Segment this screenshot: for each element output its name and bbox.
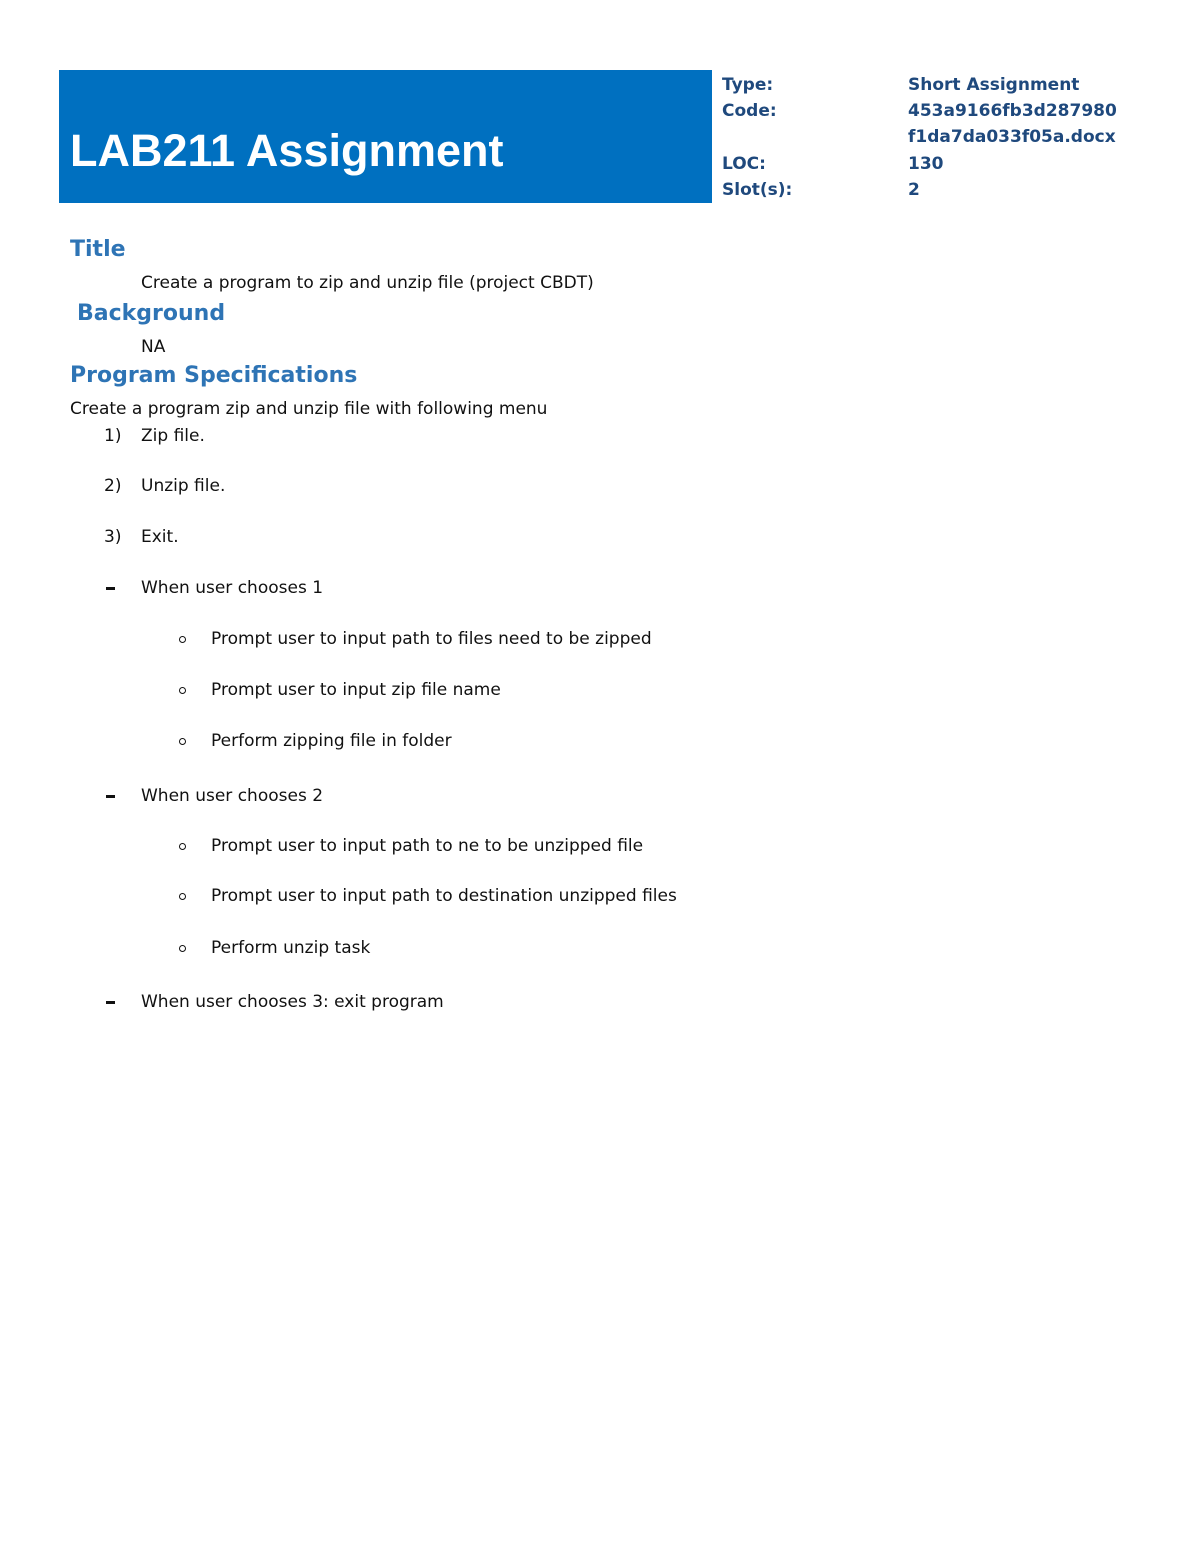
circle-bullet-icon	[179, 636, 186, 643]
dash-bullet-icon	[106, 795, 115, 798]
circle-bullet-icon	[179, 843, 186, 850]
menu-number: 3)	[104, 527, 122, 547]
dash-bullet-icon	[106, 1001, 115, 1004]
title-text: Create a program to zip and unzip file (project CBDT)	[141, 273, 594, 293]
title-heading: Title	[70, 237, 126, 262]
type-value: Short Assignment	[908, 75, 1080, 95]
loc-label: LOC:	[722, 154, 766, 174]
menu-item-exit: Exit.	[141, 527, 179, 547]
case-1-step: Prompt user to input zip file name	[211, 680, 501, 700]
code-value-line2: f1da7da033f05a.docx	[908, 127, 1116, 147]
spec-intro: Create a program zip and unzip file with following menu	[70, 399, 548, 419]
dash-bullet-icon	[106, 587, 115, 590]
case-2-text: When user chooses 2	[141, 786, 324, 806]
title-banner	[59, 70, 712, 203]
menu-item-unzip: Unzip file.	[141, 476, 226, 496]
case-1-step: Perform zipping file in folder	[211, 731, 452, 751]
case-2-step: Prompt user to input path to ne to be unzipped file	[211, 836, 644, 856]
menu-number: 1)	[104, 426, 122, 446]
case-2-step: Prompt user to input path to destination unzipped files	[211, 886, 677, 906]
circle-bullet-icon	[179, 738, 186, 745]
case-2-step: Perform unzip task	[211, 938, 371, 958]
document-title: LAB211 Assignment	[70, 125, 504, 176]
case-3-text: When user chooses 3: exit program	[141, 992, 444, 1012]
slots-label: Slot(s):	[722, 180, 793, 200]
loc-value: 130	[908, 154, 944, 174]
menu-item-zip: Zip file.	[141, 426, 205, 446]
circle-bullet-icon	[179, 945, 186, 952]
code-value: 453a9166fb3d287980	[908, 101, 1117, 121]
circle-bullet-icon	[179, 893, 186, 900]
background-heading: Background	[77, 301, 226, 326]
case-1-text: When user chooses 1	[141, 578, 324, 598]
menu-number: 2)	[104, 476, 122, 496]
slots-value: 2	[908, 180, 920, 200]
spec-heading: Program Specifications	[70, 363, 358, 388]
type-label: Type:	[722, 75, 774, 95]
circle-bullet-icon	[179, 687, 186, 694]
case-1-step: Prompt user to input path to files need to be zipped	[211, 629, 652, 649]
code-label: Code:	[722, 101, 777, 121]
background-text: NA	[141, 337, 166, 357]
